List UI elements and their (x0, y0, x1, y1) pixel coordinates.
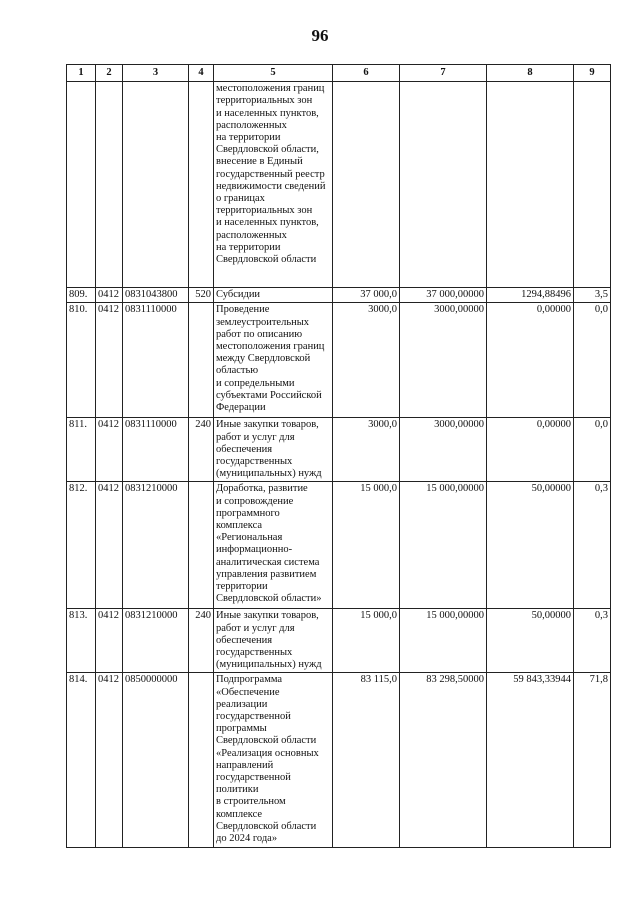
item-name: Проведение землеустроительных работ по описанию местоположения границ между Свердловской областью и сопредельными субъектами Российской Федерации (214, 303, 333, 418)
budget-table (66, 64, 611, 848)
table-row (67, 288, 611, 303)
header-col-5: 5 (214, 65, 333, 82)
execution-percent: 0,3 (574, 609, 611, 673)
executed-amount: 59 843,33944 (487, 673, 574, 848)
planned-amount: 15 000,0 (333, 609, 400, 673)
section-code: 0412 (96, 673, 123, 848)
item-name: Подпрограмма «Обеспечение реализации государственной программы Свердловской области «Реализация основных направлений государственной политики в строительном комплексе Свердловской области до 2024 года» (214, 673, 333, 848)
expense-type-code: 240 (189, 609, 214, 673)
item-name: Доработка, развитие и сопровождение программного комплекса «Региональная информационно- аналитическая система управления развитием территории Свердловской области» (214, 482, 333, 609)
expense-type-code: 240 (189, 418, 214, 482)
execution-percent: 71,8 (574, 673, 611, 848)
table-row (67, 418, 611, 482)
refined-amount: 15 000,00000 (400, 609, 487, 673)
header-col-6: 6 (333, 65, 400, 82)
refined-amount: 3000,00000 (400, 418, 487, 482)
executed-amount: 50,00000 (487, 482, 574, 609)
table-row (67, 303, 611, 418)
section-code: 0412 (96, 609, 123, 673)
execution-percent: 0,0 (574, 303, 611, 418)
header-col-7: 7 (400, 65, 487, 82)
header-col-1: 1 (67, 65, 96, 82)
table-row (67, 673, 611, 848)
planned-amount: 3000,0 (333, 418, 400, 482)
section-code: 0412 (96, 288, 123, 303)
expense-type-code (189, 82, 214, 288)
expense-type-code (189, 303, 214, 418)
page-number: 96 (311, 26, 329, 45)
refined-amount: 15 000,00000 (400, 482, 487, 609)
execution-percent: 0,0 (574, 418, 611, 482)
execution-percent: 0,3 (574, 482, 611, 609)
header-col-4: 4 (189, 65, 214, 82)
row-number: 814. (67, 673, 96, 848)
executed-amount: 50,00000 (487, 609, 574, 673)
section-code: 0412 (96, 482, 123, 609)
target-article-code: 0850000000 (123, 673, 189, 848)
item-name: Субсидии (214, 288, 333, 303)
planned-amount: 37 000,0 (333, 288, 400, 303)
item-name: местоположения границ территориальных зон и населенных пунктов, расположенных на территории Свердловской области, внесение в Единый государственный реестр недвижимости сведений о границах территориальных зон и населенных пунктов, расположенных на территории Свердловской области (214, 82, 333, 288)
target-article-code: 0831043800 (123, 288, 189, 303)
item-name: Иные закупки товаров, работ и услуг для обеспечения государственных (муниципальных) нужд (214, 609, 333, 673)
row-number: 813. (67, 609, 96, 673)
section-code: 0412 (96, 418, 123, 482)
expense-type-code: 520 (189, 288, 214, 303)
row-number (67, 82, 96, 288)
section-code (96, 82, 123, 288)
table-row (67, 82, 611, 288)
executed-amount: 1294,88496 (487, 288, 574, 303)
row-number: 809. (67, 288, 96, 303)
header-col-3: 3 (123, 65, 189, 82)
target-article-code: 0831210000 (123, 482, 189, 609)
row-number: 810. (67, 303, 96, 418)
executed-amount: 0,00000 (487, 418, 574, 482)
planned-amount: 3000,0 (333, 303, 400, 418)
planned-amount: 15 000,0 (333, 482, 400, 609)
executed-amount: 0,00000 (487, 303, 574, 418)
planned-amount (333, 82, 400, 288)
header-col-9: 9 (574, 65, 611, 82)
table-header-row (67, 65, 611, 82)
table-row (67, 482, 611, 609)
refined-amount: 83 298,50000 (400, 673, 487, 848)
row-number: 812. (67, 482, 96, 609)
refined-amount: 37 000,00000 (400, 288, 487, 303)
executed-amount (487, 82, 574, 288)
planned-amount: 83 115,0 (333, 673, 400, 848)
expense-type-code (189, 482, 214, 609)
header-col-8: 8 (487, 65, 574, 82)
item-name: Иные закупки товаров, работ и услуг для обеспечения государственных (муниципальных) нужд (214, 418, 333, 482)
table-row (67, 609, 611, 673)
expense-type-code (189, 673, 214, 848)
section-code: 0412 (96, 303, 123, 418)
row-number: 811. (67, 418, 96, 482)
execution-percent: 3,5 (574, 288, 611, 303)
target-article-code: 0831110000 (123, 303, 189, 418)
execution-percent (574, 82, 611, 288)
header-col-2: 2 (96, 65, 123, 82)
refined-amount: 3000,00000 (400, 303, 487, 418)
target-article-code: 0831210000 (123, 609, 189, 673)
target-article-code (123, 82, 189, 288)
refined-amount (400, 82, 487, 288)
target-article-code: 0831110000 (123, 418, 189, 482)
